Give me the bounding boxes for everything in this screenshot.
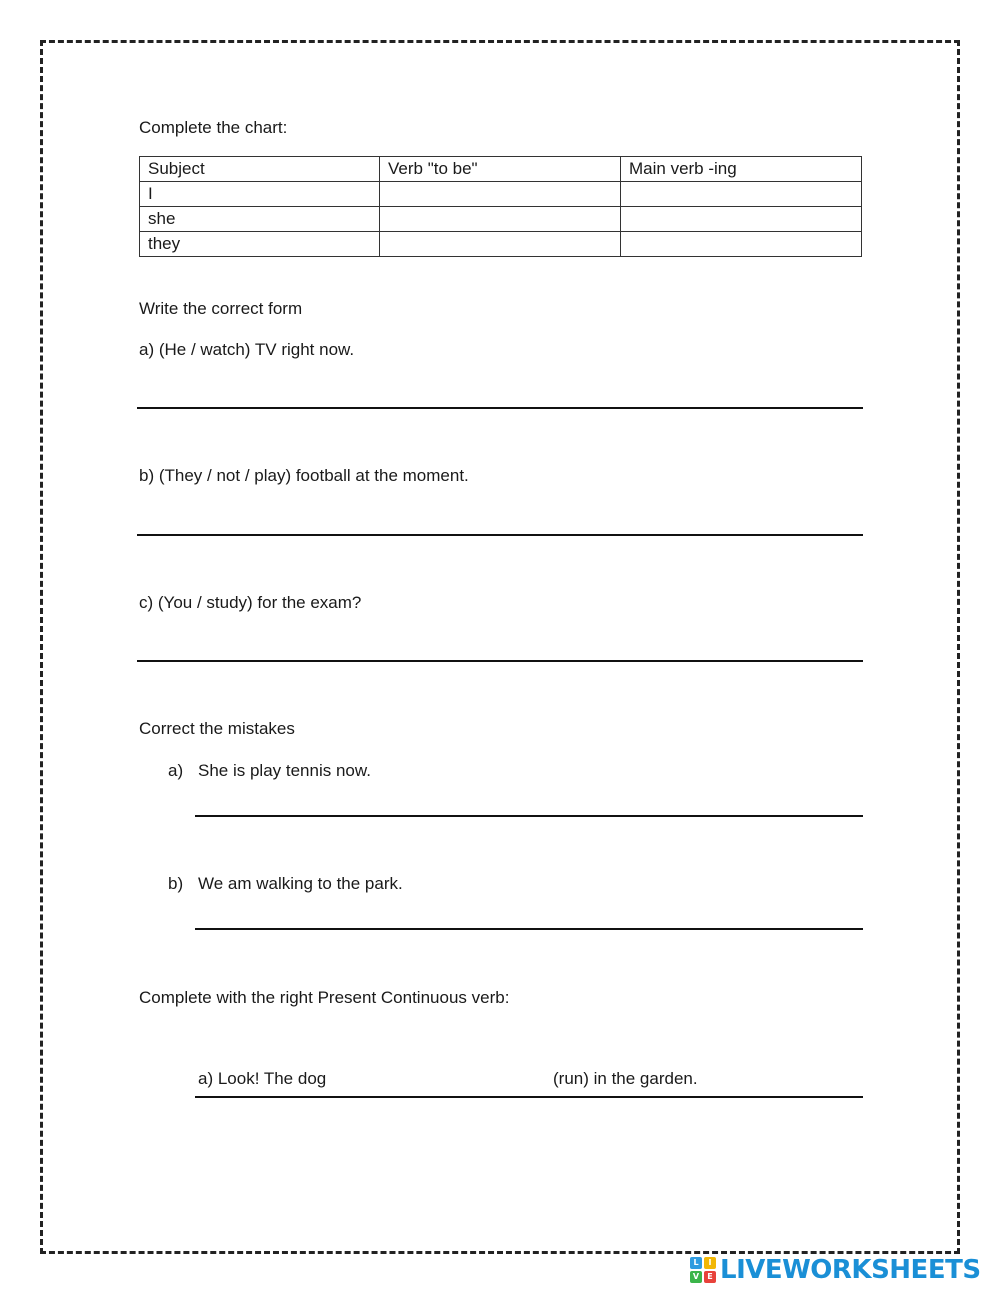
subject-cell: they	[140, 232, 380, 257]
table-row	[140, 182, 862, 207]
logo-mark-icon	[690, 1257, 716, 1283]
mistake-answer-line-b[interactable]	[195, 928, 863, 930]
correct-form-item-a: a) (He / watch) TV right now.	[139, 340, 355, 359]
correct-form-item-b: b) (They / not / play) football at the moment.	[139, 466, 469, 485]
verb-chart-table	[139, 156, 862, 257]
correct-form-instruction: Write the correct form	[139, 299, 303, 318]
logo-mark-l: L	[690, 1257, 702, 1269]
main-verb-answer-cell[interactable]	[621, 182, 862, 207]
mistake-item-b-marker: b)	[168, 874, 184, 893]
present-continuous-instruction: Complete with the right Present Continuous verb:	[139, 988, 510, 1007]
mistake-item-a-text: She is play tennis now.	[198, 761, 371, 780]
answer-line-a[interactable]	[137, 407, 863, 409]
table-row	[140, 232, 862, 257]
logo-mark-e: E	[704, 1271, 716, 1283]
main-verb-answer-cell[interactable]	[621, 207, 862, 232]
header-verb-to-be: Verb "to be"	[380, 157, 621, 182]
verb-to-be-answer-cell[interactable]	[380, 207, 621, 232]
mistake-item-a-marker: a)	[168, 761, 184, 780]
answer-line-c[interactable]	[137, 660, 863, 662]
subject-cell: she	[140, 207, 380, 232]
header-subject: Subject	[140, 157, 380, 182]
verb-to-be-answer-cell[interactable]	[380, 232, 621, 257]
logo-mark-i: I	[704, 1257, 716, 1269]
answer-line-b[interactable]	[137, 534, 863, 536]
chart-instruction: Complete the chart:	[139, 118, 288, 137]
mistake-item-b-text: We am walking to the park.	[198, 874, 403, 893]
present-continuous-answer-line[interactable]	[195, 1096, 863, 1098]
correct-form-item-c: c) (You / study) for the exam?	[139, 593, 362, 612]
subject-cell: I	[140, 182, 380, 207]
mistake-answer-line-a[interactable]	[195, 815, 863, 817]
present-continuous-item-after: (run) in the garden.	[553, 1069, 698, 1088]
present-continuous-item-before: a) Look! The dog	[198, 1069, 327, 1088]
header-main-verb-ing: Main verb -ing	[621, 157, 862, 182]
logo-mark-v: V	[690, 1271, 702, 1283]
verb-to-be-answer-cell[interactable]	[380, 182, 621, 207]
main-verb-answer-cell[interactable]	[621, 232, 862, 257]
table-header-row	[140, 157, 862, 182]
logo-text: LIVEWORKSHEETS	[720, 1255, 981, 1285]
table-row	[140, 207, 862, 232]
mistakes-instruction: Correct the mistakes	[139, 719, 295, 738]
liveworksheets-logo	[690, 1256, 981, 1284]
